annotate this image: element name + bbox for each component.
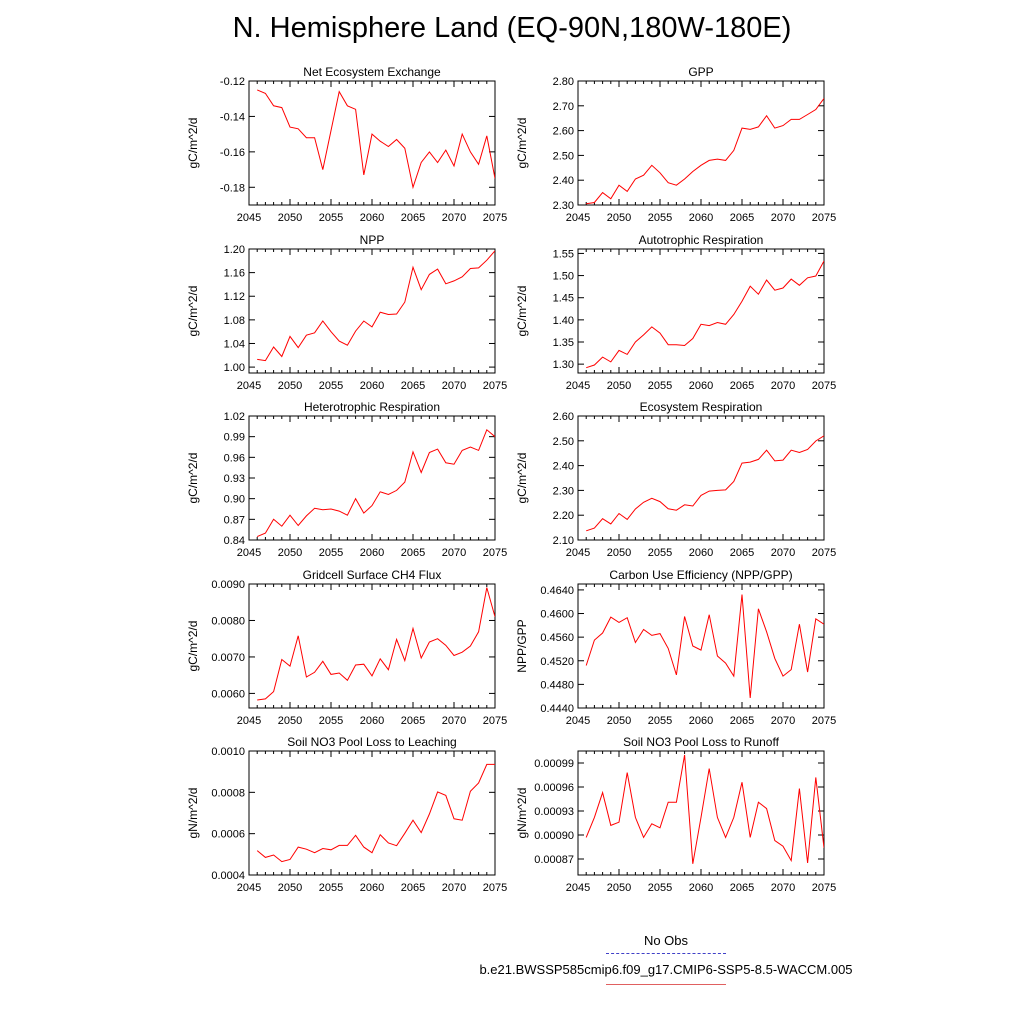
x-tick-label: 2045 <box>236 715 262 727</box>
plot-frame <box>249 81 495 205</box>
y-tick-label: 2.70 <box>552 100 574 113</box>
x-tick-label: 2050 <box>606 380 632 392</box>
x-tick-label: 2060 <box>359 882 385 894</box>
chart-panel <box>515 65 836 224</box>
x-tick-label: 2070 <box>441 380 467 392</box>
plot-frame <box>578 584 824 708</box>
chart-title: Net Ecosystem Exchange <box>303 65 441 79</box>
y-tick-label: 1.00 <box>223 362 245 375</box>
y-tick-label: 0.4600 <box>540 608 574 621</box>
x-tick-label: 2070 <box>770 212 796 224</box>
plot-frame <box>578 249 824 373</box>
chart-title: Ecosystem Respiration <box>639 400 763 414</box>
data-series-line <box>257 251 495 361</box>
y-tick-label: 0.0006 <box>211 828 245 841</box>
x-tick-label: 2070 <box>770 882 796 894</box>
chart-title: Soil NO3 Pool Loss to Leaching <box>287 735 457 749</box>
y-axis-label: NPP/GPP <box>515 619 529 673</box>
y-tick-label: 2.50 <box>552 435 574 448</box>
y-tick-label: 1.04 <box>223 338 245 351</box>
x-tick-label: 2075 <box>482 882 508 894</box>
y-axis-label: gC/m^2/d <box>515 117 529 169</box>
y-tick-label: 2.80 <box>552 76 574 88</box>
chart-title: GPP <box>688 65 714 79</box>
y-tick-label: 1.30 <box>552 359 574 372</box>
plot-frame <box>249 751 495 875</box>
y-tick-label: 0.96 <box>223 452 245 465</box>
x-tick-label: 2070 <box>441 547 467 559</box>
y-tick-label: 2.60 <box>552 125 574 138</box>
data-series-line <box>586 98 824 203</box>
page-title: N. Hemisphere Land (EQ-90N,180W-180E) <box>232 12 792 44</box>
y-tick-label: 2.50 <box>552 150 574 163</box>
y-tick-label: 0.87 <box>223 514 245 527</box>
y-axis-label: gC/m^2/d <box>515 452 529 504</box>
x-tick-label: 2060 <box>359 547 385 559</box>
y-axis-label: gC/m^2/d <box>515 285 529 337</box>
x-tick-label: 2070 <box>770 380 796 392</box>
chart-panel <box>186 400 507 559</box>
y-tick-label: 0.00099 <box>534 758 574 770</box>
x-tick-label: 2060 <box>688 212 714 224</box>
y-axis-label: gN/m^2/d <box>186 787 200 839</box>
data-series-line <box>257 430 495 537</box>
chart-panel <box>515 233 836 392</box>
plot-frame <box>578 416 824 540</box>
x-tick-label: 2050 <box>277 380 303 392</box>
x-tick-label: 2045 <box>236 212 262 224</box>
x-tick-label: 2050 <box>277 882 303 894</box>
x-tick-label: 2065 <box>729 715 755 727</box>
data-series-line <box>257 588 495 700</box>
y-axis-label: gN/m^2/d <box>515 787 529 839</box>
x-tick-label: 2075 <box>482 380 508 392</box>
x-tick-label: 2055 <box>318 380 344 392</box>
y-tick-label: 0.0010 <box>211 746 245 758</box>
x-tick-label: 2060 <box>688 882 714 894</box>
chart-panel <box>515 568 836 727</box>
y-axis-label: gC/m^2/d <box>186 620 200 672</box>
y-tick-label: 0.4440 <box>540 703 574 715</box>
x-tick-label: 2050 <box>606 715 632 727</box>
y-tick-label: 0.0070 <box>211 651 245 664</box>
data-series-line <box>257 764 495 861</box>
y-tick-label: 1.02 <box>223 411 245 423</box>
x-tick-label: 2050 <box>606 212 632 224</box>
x-tick-label: 2060 <box>359 212 385 224</box>
x-tick-label: 2050 <box>277 212 303 224</box>
y-tick-label: -0.16 <box>219 146 245 159</box>
chart-title: NPP <box>359 233 385 247</box>
y-tick-label: 2.40 <box>552 175 574 188</box>
data-series-line <box>257 90 495 187</box>
y-axis-label: gC/m^2/d <box>186 285 200 337</box>
chart-panel <box>515 400 836 559</box>
chart-panel <box>186 735 507 894</box>
x-tick-label: 2075 <box>811 380 837 392</box>
x-tick-label: 2075 <box>482 547 508 559</box>
x-tick-label: 2060 <box>359 715 385 727</box>
x-tick-label: 2055 <box>647 882 673 894</box>
y-tick-label: 0.93 <box>223 473 245 485</box>
chart-title: Soil NO3 Pool Loss to Runoff <box>623 735 779 749</box>
y-tick-label: 0.0008 <box>211 787 245 800</box>
plot-frame <box>249 584 495 708</box>
x-tick-label: 2065 <box>400 715 426 727</box>
legend-obs-line <box>606 953 726 954</box>
chart-panel <box>186 233 507 392</box>
x-tick-label: 2055 <box>647 547 673 559</box>
x-tick-label: 2045 <box>236 547 262 559</box>
x-tick-label: 2070 <box>770 715 796 727</box>
x-tick-label: 2045 <box>236 882 262 894</box>
x-tick-label: 2075 <box>811 715 837 727</box>
y-tick-label: 0.99 <box>223 431 245 444</box>
x-tick-label: 2050 <box>606 882 632 894</box>
x-tick-label: 2060 <box>688 715 714 727</box>
x-tick-label: 2045 <box>565 547 591 559</box>
y-tick-label: 2.30 <box>552 200 574 212</box>
y-tick-label: 0.0090 <box>211 579 245 591</box>
y-tick-label: 1.35 <box>552 337 574 349</box>
x-tick-label: 2060 <box>688 380 714 392</box>
y-axis-label: gC/m^2/d <box>186 117 200 169</box>
x-tick-label: 2045 <box>565 380 591 392</box>
y-tick-label: 0.4560 <box>540 632 574 645</box>
x-tick-label: 2055 <box>647 212 673 224</box>
x-tick-label: 2065 <box>729 882 755 894</box>
y-tick-label: 0.00087 <box>534 854 574 866</box>
x-tick-label: 2060 <box>688 547 714 559</box>
y-tick-label: 1.12 <box>223 291 245 304</box>
x-tick-label: 2065 <box>400 882 426 894</box>
y-tick-label: 0.4640 <box>540 584 574 597</box>
x-tick-label: 2055 <box>318 882 344 894</box>
x-tick-label: 2065 <box>729 547 755 559</box>
x-tick-label: 2050 <box>277 547 303 559</box>
y-tick-label: 0.0060 <box>211 688 245 701</box>
y-tick-label: -0.12 <box>219 76 245 88</box>
y-tick-label: 0.0080 <box>211 615 245 628</box>
chart-title: Gridcell Surface CH4 Flux <box>302 568 442 582</box>
y-tick-label: 1.08 <box>223 314 245 327</box>
legend-obs-label: No Obs <box>643 933 689 948</box>
y-tick-label: 0.00096 <box>534 782 574 794</box>
y-tick-label: 0.90 <box>223 493 245 506</box>
x-tick-label: 2075 <box>482 715 508 727</box>
y-tick-label: 2.40 <box>552 460 574 473</box>
legend-case-label: b.e21.BWSSP585cmip6.f09_g17.CMIP6-SSP5-8.5-WACCM.005 <box>479 962 853 977</box>
y-tick-label: 1.45 <box>552 292 574 305</box>
plot-frame <box>578 751 824 875</box>
x-tick-label: 2060 <box>359 380 385 392</box>
data-series-line <box>586 755 824 864</box>
y-tick-label: 0.00090 <box>534 830 574 842</box>
x-tick-label: 2045 <box>565 212 591 224</box>
x-tick-label: 2050 <box>606 547 632 559</box>
x-tick-label: 2055 <box>318 547 344 559</box>
x-tick-label: 2075 <box>811 882 837 894</box>
legend-case-line <box>606 984 726 985</box>
y-tick-label: 0.4480 <box>540 679 574 692</box>
x-tick-label: 2055 <box>647 380 673 392</box>
y-tick-label: -0.14 <box>219 111 245 124</box>
x-tick-label: 2065 <box>400 380 426 392</box>
plot-frame <box>578 81 824 205</box>
x-tick-label: 2070 <box>441 212 467 224</box>
chart-panel <box>186 568 507 727</box>
x-tick-label: 2065 <box>729 212 755 224</box>
y-tick-label: 0.4520 <box>540 655 574 668</box>
y-tick-label: 1.16 <box>223 267 245 280</box>
y-tick-label: 2.20 <box>552 510 574 523</box>
y-tick-label: 2.30 <box>552 485 574 498</box>
chart-title: Autotrophic Respiration <box>638 233 764 247</box>
x-tick-label: 2075 <box>811 212 837 224</box>
x-tick-label: 2045 <box>565 715 591 727</box>
chart-panel <box>515 735 836 894</box>
y-tick-label: 1.55 <box>552 248 574 261</box>
y-axis-label: gC/m^2/d <box>186 452 200 504</box>
x-tick-label: 2065 <box>400 212 426 224</box>
data-series-line <box>586 436 824 531</box>
chart-panel <box>186 65 507 224</box>
data-series-line <box>586 595 824 698</box>
x-tick-label: 2075 <box>811 547 837 559</box>
x-tick-label: 2055 <box>318 212 344 224</box>
y-tick-label: 2.60 <box>552 411 574 423</box>
y-tick-label: 1.20 <box>223 244 245 256</box>
x-tick-label: 2065 <box>400 547 426 559</box>
x-tick-label: 2065 <box>729 380 755 392</box>
x-tick-label: 2070 <box>441 882 467 894</box>
y-tick-label: 0.0004 <box>211 870 245 882</box>
y-tick-label: 2.10 <box>552 535 574 547</box>
x-tick-label: 2070 <box>441 715 467 727</box>
x-tick-label: 2045 <box>565 882 591 894</box>
x-tick-label: 2055 <box>318 715 344 727</box>
x-tick-label: 2075 <box>482 212 508 224</box>
y-tick-label: 0.84 <box>223 535 245 547</box>
data-series-line <box>586 261 824 368</box>
x-tick-label: 2050 <box>277 715 303 727</box>
y-tick-label: 0.00093 <box>534 806 574 818</box>
plot-frame <box>249 249 495 373</box>
chart-title: Heterotrophic Respiration <box>303 400 441 414</box>
y-tick-label: 1.50 <box>552 270 574 283</box>
x-tick-label: 2045 <box>236 380 262 392</box>
chart-title: Carbon Use Efficiency (NPP/GPP) <box>609 568 793 582</box>
y-tick-label: -0.18 <box>219 182 245 195</box>
x-tick-label: 2070 <box>770 547 796 559</box>
y-tick-label: 1.40 <box>552 314 574 327</box>
x-tick-label: 2055 <box>647 715 673 727</box>
